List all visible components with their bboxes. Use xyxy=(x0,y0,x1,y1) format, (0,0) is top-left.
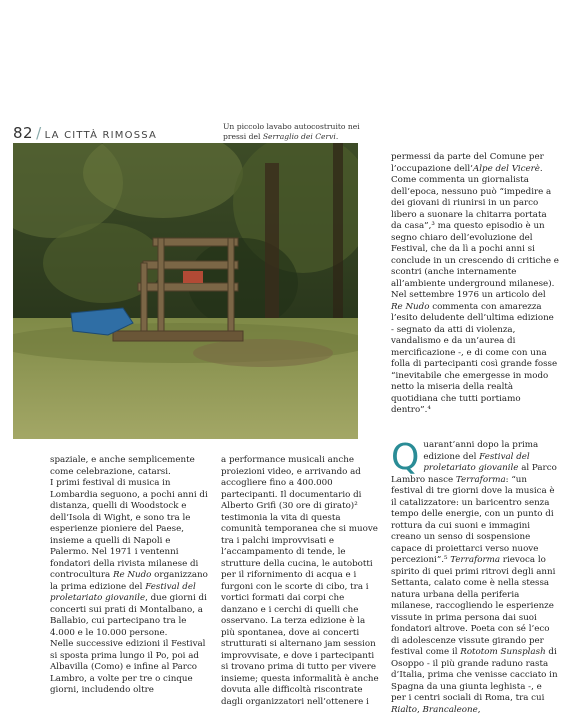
caption-prefix: Un piccolo lavabo autocostruito nei pressi del xyxy=(223,122,360,141)
italic-text: Festival del proletariato giovanile xyxy=(423,451,530,473)
text-run: a performance musicali anche proiezioni video, e arrivando ad accogliere fino a 400.000 partecipanti. Il documentario di Alberto Grifi (30 ore di girato)² testimonia la vita di questa comunità temporanea che si muove tra i palchi improvvisati e l’accampamento di tende, le strutture della cucina, le autobotti per il rifornimento di acqua e i furgoni con le scorte di cibo, tra i vortici formati dai corpi che danzano e i cerchi di quelli che osservano. La terza edizione è la più spontanea, dove ai concerti strutturati si alternano jam session improvvisate, e dove i partecipanti si trovano prima di tutto per vivere insieme; questa informalità è anche dovuta alle difficoltà riscontrate dagli organizzatori nell’ottenere i xyxy=(221,455,379,707)
paragraph xyxy=(391,437,559,716)
italic-text: Brancaleone xyxy=(422,704,478,715)
text-column-3-top xyxy=(391,152,559,417)
paragraph xyxy=(50,478,210,639)
section-title: LA CITTÀ RIMOSSA xyxy=(44,130,158,141)
text-run: al Parco Lambro nasce xyxy=(391,463,557,485)
italic-text: Rialto xyxy=(391,704,417,715)
text-run: , xyxy=(417,704,423,715)
text-run: organizzano la prima edizione del xyxy=(50,570,208,592)
text-run: Nelle successive edizioni il Festival si sposta prima lungo il Po, poi ad Albavilla (Como) e infine al Parco Lambro, a volte per tre o cinque giorni, includendo oltre xyxy=(50,639,206,695)
text-run: : “un festival di tre giorni dove la musica è il catalizzatore: un baricentro senza tempo delle energie, con un punto di rottura da cui suoni e immagini creano un senso di sospensione capace di proiettarci verso nuove percezioni”.⁵ xyxy=(391,474,555,565)
page-number: 82 xyxy=(13,124,34,142)
caption-place: Serraglio dei Cervi xyxy=(262,132,336,141)
paragraph xyxy=(50,639,210,697)
paragraph xyxy=(50,455,210,478)
italic-text: Festival del proletariato giovanile xyxy=(50,581,196,603)
italic-text: Re Nudo xyxy=(112,570,152,580)
text-run: spaziale, e anche semplicemente come celebrazione, catarsi. xyxy=(50,455,195,477)
photo-illustration xyxy=(13,143,358,439)
text-run: di Osoppo - il più grande raduno rasta d’Italia, prima che venisse cacciato in Spagna da una giunta leghista -, e per i centri sociali di Roma, tra cui xyxy=(391,647,558,703)
tree-trunk xyxy=(265,163,279,343)
paragraph xyxy=(221,455,381,708)
text-run: . Come commenta un giornalista dell’epoca, nessuno può “impedire a dei giovani di riunirsi in un parco libero a suonare la chitarra portata da casa”,³ ma questo episodio è un segno chiaro dell’evoluzione del Festival, che da lì a pochi anni si conclude in un crescendo di critiche e scontri (anche internamente all’ambiente underground milanese). Nel settembre 1976 un articolo del xyxy=(391,163,559,300)
italic-text: Terraforma xyxy=(455,474,506,485)
text-run: I primi festival di musica in Lombardia seguono, a pochi anni di distanza, quelli di Woodstock e dell’Isola di Wight, e sono tra le esperienze pioniere del Paese, insieme a quelli di Napoli e Palermo. Nel 1971 i ventenni fondatori della rivista milanese di controcultura xyxy=(50,478,208,580)
red-bucket xyxy=(183,271,203,283)
text-column-3-bottom xyxy=(391,437,559,716)
photo-caption xyxy=(223,122,363,142)
text-run: commenta con amarezza l’esito deludente dell’ultima edizione - segnato da atti di violenza, vandalismo e da un’aurea di mercificazione -, e di come con una folla di partecipanti così grande fosse “inevitabile che emergesse in modo netto la miseria della realtà quotidiana che tutti portiamo dentro”.⁴ xyxy=(391,301,558,415)
text-run: uarant’anni dopo la prima edizione del xyxy=(423,440,539,462)
italic-text: Alpe del Vicerè xyxy=(472,163,540,174)
text-run: , due giorni di concerti sui prati di Montalbano, a Ballabio, cui partecipano tra le 4.000 e le 10.000 persone. xyxy=(50,593,207,638)
paragraph xyxy=(391,152,559,417)
page-header xyxy=(13,124,157,142)
text-run: permessi da parte del Comune per l’occupazione dell’ xyxy=(391,152,544,174)
text-column-2 xyxy=(221,455,381,708)
caption-suffix: . xyxy=(335,132,339,141)
drop-cap: Q xyxy=(391,437,420,478)
header-slash: / xyxy=(36,124,42,142)
italic-text: Terraforma xyxy=(450,555,501,565)
text-run: , xyxy=(477,704,481,715)
photo-forest-washbasin xyxy=(13,143,358,439)
italic-text: Rototom Sunsplash xyxy=(460,647,546,657)
text-run: rievoca lo spirito di quei primi ritrovi degli anni Settanta, calato come è nella stessa natura urbana della periferia milanese, raccogliendo le esperienze vissute in prima persona dai suoi fondatori altrove. Poeta con sé l’eco di adolescenze vissute girando per festival come il xyxy=(391,555,556,657)
text-column-1 xyxy=(50,455,210,697)
italic-text: Re Nudo xyxy=(391,301,430,312)
